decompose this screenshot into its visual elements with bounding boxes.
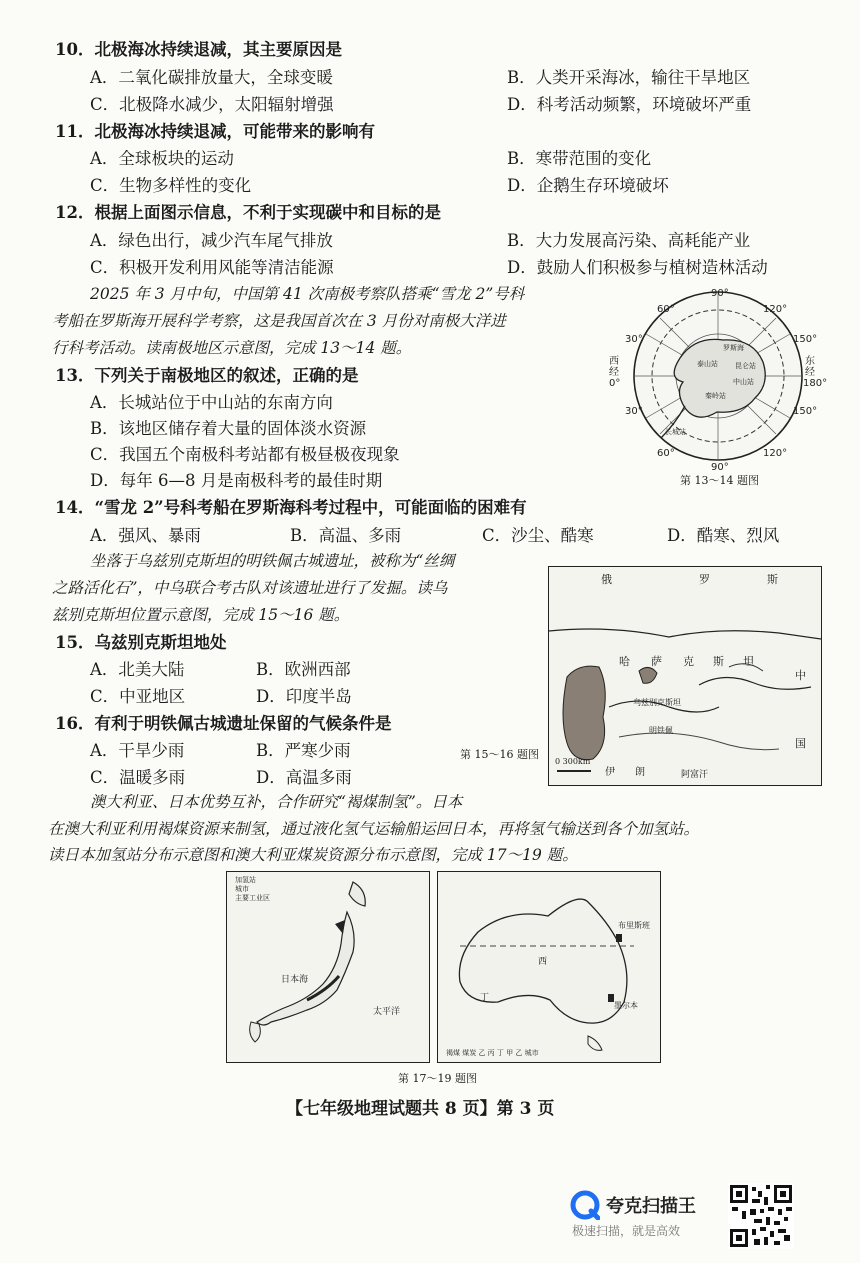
lon-left-1: 西 <box>609 356 619 367</box>
lon-label-150e: 150° <box>793 334 818 345</box>
q13-option-c: C．我国五个南极科考站都有极昼极夜现象 <box>90 445 400 464</box>
lon-label-120e: 120° <box>763 304 788 315</box>
q11-option-c: C．生物多样性的变化 <box>90 176 252 195</box>
lon-right-2: 经 <box>805 367 815 378</box>
antarctica-map <box>605 286 835 486</box>
q11-option-b: B．寒带范围的变化 <box>507 149 652 168</box>
lon-label-60w-b: 60° <box>657 448 675 459</box>
intro-17-19-line3: 读日本加氢站分布示意图和澳大利亚煤炭资源分布示意图，完成 17～19 题。 <box>48 846 578 864</box>
q15-stem: 15．乌兹别克斯坦地处 <box>55 633 227 652</box>
intro-13-14-line2: 考船在罗斯海开展科学考察，这是我国首次在 3 月份对南极大洋进 <box>52 312 506 330</box>
antarctica-label-6: 罗斯海 <box>723 344 744 352</box>
uzbek-label-tan: 坦 <box>743 655 754 668</box>
q11-option-a: A．全球板块的运动 <box>90 149 234 168</box>
lon-right-1: 东 <box>805 356 815 367</box>
australia-legend: 褐煤 煤炭 乙 丙 丁 甲 乙 城市 <box>446 1049 539 1057</box>
japan-map <box>226 871 430 1063</box>
intro-13-14-line3: 行科考活动。读南极地区示意图，完成 13～14 题。 <box>52 339 412 357</box>
q14-option-d: D．酷寒、烈风 <box>667 526 780 545</box>
uzbek-label-si: 斯 <box>713 655 724 668</box>
japan-pacific-label: 太平洋 <box>373 1007 401 1017</box>
lon-label-top: 90° <box>711 288 729 299</box>
q15-option-b: B．欧洲西部 <box>256 660 351 679</box>
q13-option-d: D．每年 6—8 月是南极科考的最佳时期 <box>90 471 383 490</box>
australia-label-brisbane: 布里斯班 <box>618 921 650 930</box>
q13-stem: 13．下列关于南极地区的叙述，正确的是 <box>55 366 359 385</box>
antarctica-label-1: 泰山站 <box>697 360 718 368</box>
uzbek-label-yi: 伊 <box>605 767 615 778</box>
q16-option-c: C．温暖多雨 <box>90 768 186 787</box>
australia-map <box>437 871 661 1063</box>
q15-option-a: A．北美大陆 <box>90 660 185 679</box>
q10-option-d: D．科考活动频繁，环境破坏严重 <box>507 95 752 114</box>
uzbek-label-mingtiepei: 明铁佩 <box>649 726 673 735</box>
intro-17-19-line1: 澳大利亚、日本优势互补，合作研究“褐煤制氢”。日本 <box>90 793 463 811</box>
uzbek-label-afghan: 阿富汗 <box>681 770 709 780</box>
q11-option-d: D．企鹅生存环境破坏 <box>507 176 669 195</box>
q16-option-b: B．严寒少雨 <box>256 741 351 760</box>
lon-left-3: 0° <box>609 378 621 389</box>
japan-legend-3: 主要工业区 <box>235 894 270 902</box>
uzbek-top-2: 罗 <box>699 573 710 586</box>
q14-option-a: A．强风、暴雨 <box>90 526 201 545</box>
qr-code <box>728 1183 794 1249</box>
q12-stem: 12．根据上面图示信息，不利于实现碳中和目标的是 <box>55 203 441 222</box>
uzbek-label-lang: 朗 <box>635 767 645 778</box>
page-footer: 【七年级地理试题共 8 页】第 3 页 <box>286 1099 555 1119</box>
antarctica-label-2: 昆仑站 <box>735 362 756 370</box>
intro-15-16-line3: 兹别克斯坦位置示意图，完成 15～16 题。 <box>52 606 350 624</box>
q16-option-a: A．干旱少雨 <box>90 741 185 760</box>
intro-13-14-line1: 2025 年 3 月中旬，中国第 41 次南极考察队搭乘“雪龙 2”号科 <box>90 285 525 303</box>
q10-option-c: C．北极降水减少，太阳辐射增强 <box>90 95 334 114</box>
uzbek-scale: 0 300km <box>555 757 591 766</box>
lon-right-3: 180° <box>803 378 828 389</box>
lon-label-150e-b: 150° <box>793 406 818 417</box>
uzbekistan-caption: 第 15～16 题图 <box>460 748 539 761</box>
uzbek-label-sa: 萨 <box>651 655 662 668</box>
uzbek-label-ke: 克 <box>683 655 694 668</box>
q13-option-b: B．该地区储存着大量的固体淡水资源 <box>90 419 367 438</box>
q12-option-a: A．绿色出行，减少汽车尾气排放 <box>90 231 333 250</box>
q14-stem: 14．“雪龙 2”号科考船在罗斯海科考过程中，可能面临的困难有 <box>55 498 527 517</box>
q11-stem: 11．北极海冰持续退减，可能带来的影响有 <box>55 122 375 141</box>
uzbekistan-map <box>548 566 822 786</box>
scanner-watermark <box>570 1188 720 1244</box>
q16-option-d: D．高温多雨 <box>256 768 352 787</box>
intro-15-16-line2: 之路活化石”，中乌联合考古队对该遗址进行了发掘。读乌 <box>52 579 448 597</box>
japan-legend-1: 加氢站 <box>235 876 256 884</box>
q10-option-a: A．二氧化碳排放量大，全球变暖 <box>90 68 333 87</box>
lon-label-120e-b: 120° <box>763 448 788 459</box>
scanner-logo-icon <box>570 1190 600 1220</box>
lon-label-30w: 30° <box>625 334 643 345</box>
intro-15-16-line1: 坐落于乌兹别克斯坦的明铁佩古城遗址，被称为“丝绸 <box>90 552 455 570</box>
uzbek-top-1: 俄 <box>601 573 612 586</box>
q14-option-b: B．高温、多雨 <box>290 526 402 545</box>
uzbek-label-zhong: 中 <box>795 669 806 682</box>
scanner-brand-name: 夸克扫描王 <box>606 1196 696 1217</box>
figures-17-19-caption: 第 17～19 题图 <box>398 1072 477 1085</box>
lon-label-30w-b: 30° <box>625 406 643 417</box>
lon-label-60w: 60° <box>657 304 675 315</box>
australia-label-melbourne: 墨尔本 <box>614 1001 638 1010</box>
uzbek-label-guo: 国 <box>795 737 806 750</box>
uzbek-top-3: 斯 <box>767 573 778 586</box>
lon-label-bottom: 90° <box>711 462 729 473</box>
q15-option-d: D．印度半岛 <box>256 687 352 706</box>
antarctica-label-5: 长城站 <box>665 428 686 436</box>
q12-option-d: D．鼓励人们积极参与植树造林活动 <box>507 258 768 277</box>
q10-option-b: B．人类开采海冰，输往干旱地区 <box>507 68 751 87</box>
antarctica-label-3: 中山站 <box>733 378 754 386</box>
scanner-slogan: 极速扫描，就是高效 <box>572 1224 681 1238</box>
uzbek-label-uzbekistan: 乌兹别克斯坦 <box>633 698 681 707</box>
q14-option-c: C．沙尘、酷寒 <box>482 526 594 545</box>
q15-option-c: C．中亚地区 <box>90 687 186 706</box>
japan-sea-label: 日本海 <box>281 975 309 985</box>
intro-17-19-line2: 在澳大利亚利用褐煤资源来制氢，通过液化氢气运输船运回日本，再将氢气输送到各个加氢站。 <box>48 820 700 838</box>
uzbek-label-ha: 哈 <box>619 655 630 668</box>
q16-stem: 16．有利于明铁佩古城遗址保留的气候条件是 <box>55 714 392 733</box>
antarctica-label-4: 秦岭站 <box>705 392 726 400</box>
q12-option-b: B．大力发展高污染、高耗能产业 <box>507 231 751 250</box>
q13-option-a: A．长城站位于中山站的东南方向 <box>90 393 333 412</box>
q12-option-c: C．积极开发利用风能等清洁能源 <box>90 258 334 277</box>
japan-legend-2: 城市 <box>235 885 249 893</box>
australia-label-xi: 西 <box>538 957 548 967</box>
q10-stem: 10．北极海冰持续退减，其主要原因是 <box>55 40 342 59</box>
lon-left-2: 经 <box>609 367 619 378</box>
antarctica-caption: 第 13～14 题图 <box>680 474 759 487</box>
australia-label-ding: 丁 <box>480 993 490 1003</box>
